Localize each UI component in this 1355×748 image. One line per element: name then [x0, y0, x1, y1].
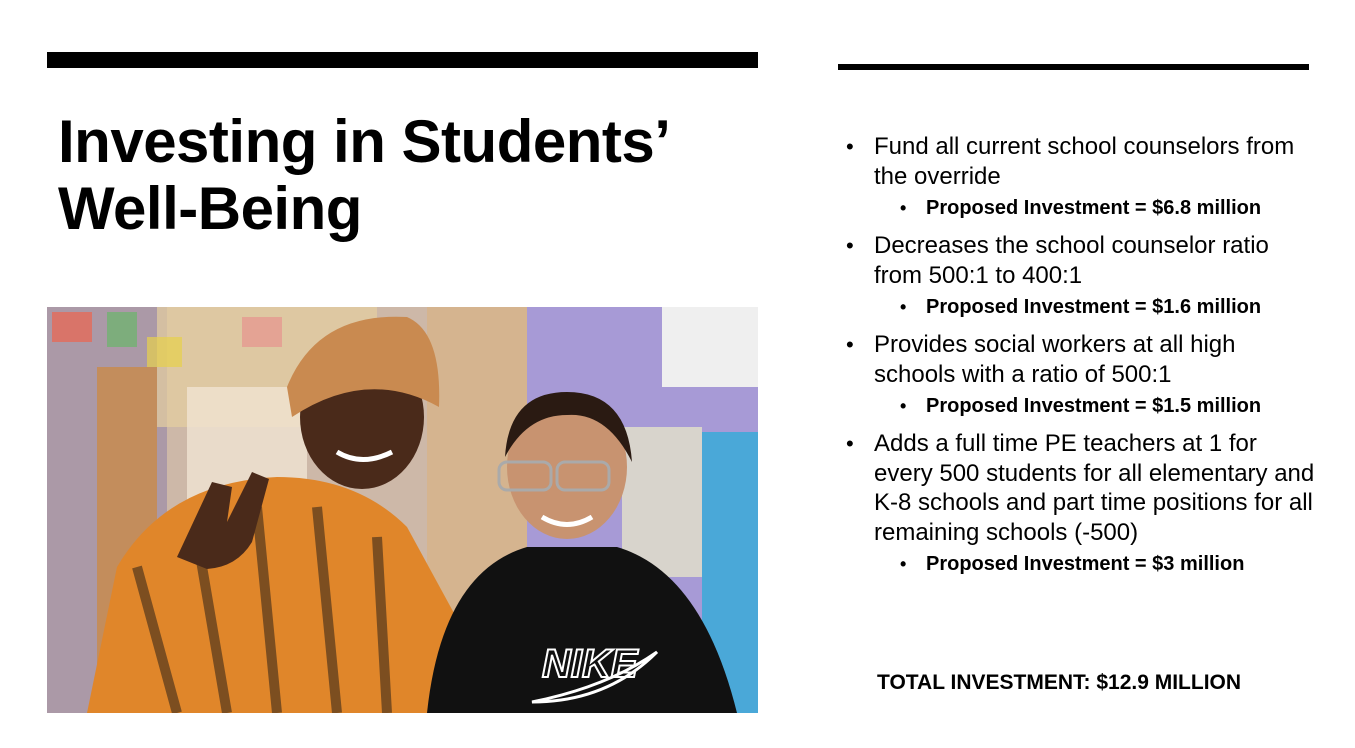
shirt-logo-text: NIKE: [542, 642, 638, 686]
students-photo: [47, 307, 758, 713]
total-investment: TOTAL INVESTMENT: $12.9 MILLION: [877, 671, 1242, 694]
bullet-text: • Provides social workers at all high schools with a ratio of 500:1: [874, 331, 1236, 388]
sub-bullet: • Proposed Investment = $3 million: [846, 552, 1316, 576]
list-item: [846, 429, 1316, 547]
top-left-rule: [47, 52, 758, 68]
list-item: [846, 330, 1316, 389]
list-item: [846, 132, 1316, 191]
slide-title: [58, 108, 758, 242]
students-photo-illustration: [47, 307, 758, 713]
title-line-2: Well-Being: [58, 175, 362, 242]
sub-bullet: • Proposed Investment = $6.8 million: [846, 196, 1316, 220]
bullet-text: • Adds a full time PE teachers at 1 for every 500 students for all elementary and K-8 schools and part time positions for all remaining schools (-500): [874, 430, 1315, 546]
bullet-text: • Decreases the school counselor ratio from 500:1 to 400:1: [874, 232, 1269, 289]
title-line-1: Investing in Students’: [58, 108, 671, 175]
bullet-text: • Fund all current school counselors from the override: [874, 133, 1295, 190]
sub-bullet: • Proposed Investment = $1.5 million: [846, 394, 1316, 418]
top-right-rule: [838, 64, 1309, 70]
sub-bullet: • Proposed Investment = $1.6 million: [846, 295, 1316, 319]
investment-list: [846, 132, 1316, 587]
list-item: [846, 231, 1316, 290]
